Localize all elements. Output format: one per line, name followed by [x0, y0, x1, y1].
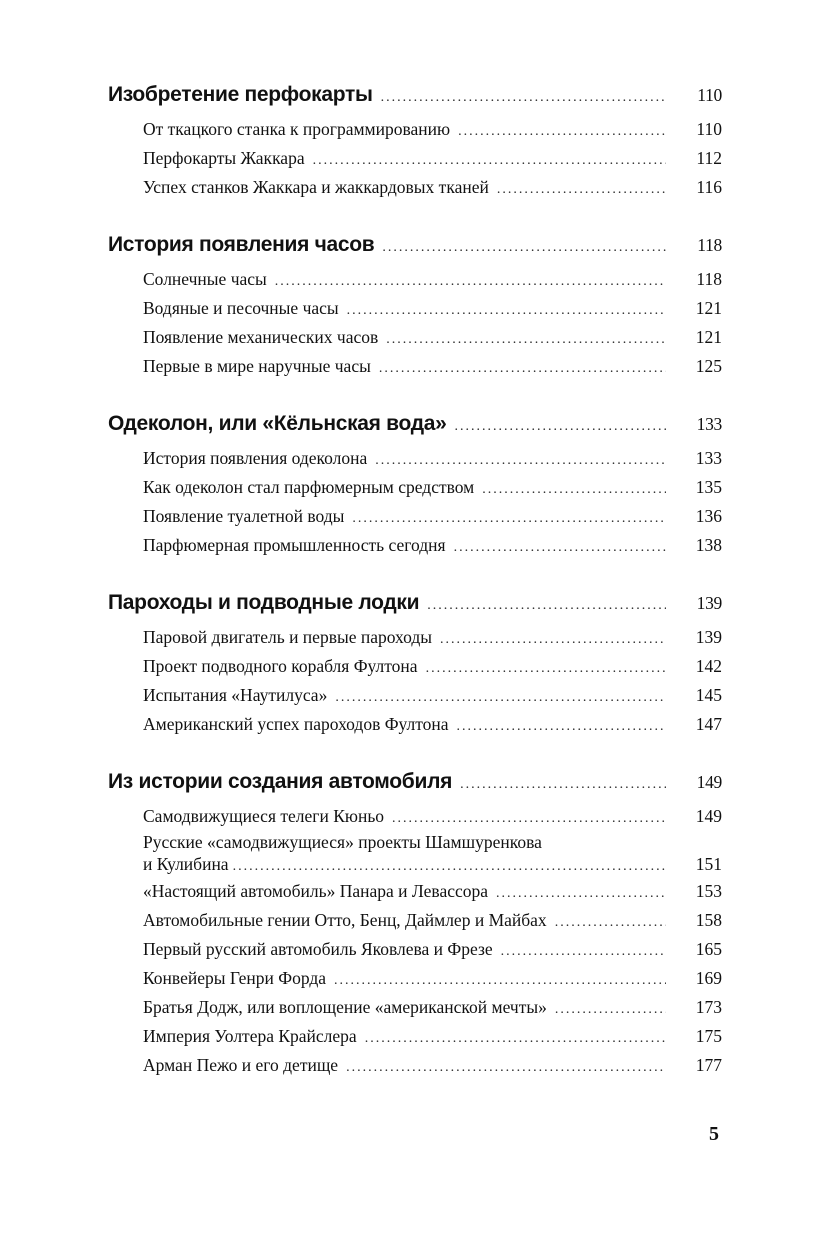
toc-section	[108, 766, 722, 1080]
toc-entry[interactable]	[108, 831, 722, 877]
toc-entry-title: Паровой двигатель и первые пароходы	[143, 627, 433, 647]
toc-entry-title: Испытания «Наутилуса»	[143, 685, 328, 705]
toc-page-ref: 173	[695, 997, 722, 1017]
toc-entry-title: Русские «самодвижущиеся» проекты Шамшуренкова	[143, 832, 542, 852]
toc-entry-title: От ткацкого станка к программированию	[143, 119, 451, 139]
toc-entry[interactable]	[108, 877, 722, 906]
toc-page-ref: 116	[696, 177, 722, 197]
toc-entry-title: История появления одеколона	[143, 448, 368, 468]
toc-page-ref: 145	[695, 685, 722, 705]
toc-entry-title: Автомобильные гении Отто, Бенц, Даймлер и Майбах	[143, 910, 547, 930]
dot-leader	[440, 625, 666, 654]
toc-entry-title: Проект подводного корабля Фултона	[143, 656, 418, 676]
toc-entry[interactable]	[108, 531, 722, 560]
toc-entry[interactable]	[108, 802, 722, 831]
toc-entry-title: Появление механических часов	[143, 327, 379, 347]
toc-heading-title: Пароходы и подводные лодки	[108, 591, 420, 614]
toc-heading-title: Одеколон, или «Кёльнская вода»	[108, 412, 447, 435]
toc-section	[108, 408, 722, 560]
dot-leader	[455, 411, 666, 443]
dot-leader	[352, 504, 666, 533]
toc-page-ref: 142	[695, 656, 722, 676]
toc-section	[108, 229, 722, 381]
toc-page-ref: 125	[695, 356, 722, 376]
toc-page-ref: 110	[696, 119, 722, 139]
dot-leader	[347, 296, 666, 325]
toc-page-ref: 153	[695, 881, 722, 901]
toc-heading-title: Изобретение перфокарты	[108, 83, 373, 106]
toc-entry[interactable]	[108, 1051, 722, 1080]
toc-entry-title: Самодвижущиеся телеги Кюньо	[143, 806, 385, 826]
dot-leader	[555, 995, 666, 1024]
dot-leader	[233, 856, 666, 878]
toc-page-ref: 121	[695, 327, 722, 347]
dot-leader	[335, 683, 666, 712]
dot-leader	[275, 267, 666, 296]
toc-entry-title: Водяные и песочные часы	[143, 298, 339, 318]
toc-entry-title: Американский успех пароходов Фултона	[143, 714, 449, 734]
toc-page-ref: 139	[695, 627, 722, 647]
toc-entry-continuation	[143, 853, 722, 877]
dot-leader	[454, 533, 666, 562]
toc-entry[interactable]	[108, 906, 722, 935]
toc-page-ref: 133	[696, 414, 722, 434]
toc-page-ref: 112	[696, 148, 722, 168]
toc-section	[108, 587, 722, 739]
toc-entry-title: Появление туалетной воды	[143, 506, 345, 526]
toc-entry[interactable]	[108, 444, 722, 473]
toc-page-ref: 121	[695, 298, 722, 318]
toc-page-ref: 135	[695, 477, 722, 497]
toc-page-ref: 151	[695, 854, 722, 874]
toc-entry-title: Солнечные часы	[143, 269, 267, 289]
toc-section-heading[interactable]	[108, 408, 722, 440]
dot-leader	[426, 654, 666, 683]
page-number: 5	[709, 1123, 719, 1145]
toc-entry[interactable]	[108, 265, 722, 294]
toc-entry[interactable]	[108, 1022, 722, 1051]
toc-page-ref: 133	[695, 448, 722, 468]
toc-entry-title: Парфюмерная промышленность сегодня	[143, 535, 446, 555]
toc-page-ref: 149	[696, 772, 722, 792]
toc-page-ref: 110	[697, 85, 722, 105]
toc-page-ref: 136	[695, 506, 722, 526]
toc-entry-title: Конвейеры Генри Форда	[143, 968, 327, 988]
toc-entry-title: Империя Уолтера Крайслера	[143, 1026, 357, 1046]
dot-leader	[313, 146, 666, 175]
toc-entry[interactable]	[108, 964, 722, 993]
dot-leader	[386, 325, 666, 354]
dot-leader	[497, 175, 666, 204]
toc-section-heading[interactable]	[108, 766, 722, 798]
toc-entry-title: Арман Пежо и его детище	[143, 1055, 339, 1075]
toc-entry-title: Успех станков Жаккара и жаккардовых тканей	[143, 177, 489, 197]
toc-entry[interactable]	[108, 710, 722, 739]
toc-entry-title-cont: и Кулибина	[143, 854, 229, 874]
toc-entry[interactable]	[108, 352, 722, 381]
toc-entry[interactable]	[108, 502, 722, 531]
toc-entry[interactable]	[108, 473, 722, 502]
dot-leader	[346, 1053, 666, 1082]
toc-section-heading[interactable]	[108, 587, 722, 619]
toc-entry-title: Первые в мире наручные часы	[143, 356, 371, 376]
toc-page-ref: 175	[695, 1026, 722, 1046]
dot-leader	[375, 446, 666, 475]
dot-leader	[458, 117, 666, 146]
toc-entry[interactable]	[108, 115, 722, 144]
dot-leader	[501, 937, 666, 966]
dot-leader	[457, 712, 666, 741]
dot-leader	[427, 590, 666, 622]
toc-heading-title: История появления часов	[108, 233, 375, 256]
toc-entry[interactable]	[108, 993, 722, 1022]
toc-entry-title: Как одеколон стал парфюмерным средством	[143, 477, 475, 497]
dot-leader	[460, 769, 666, 801]
toc-entry[interactable]	[108, 323, 722, 352]
toc-page-ref: 165	[695, 939, 722, 959]
toc-page-ref: 139	[696, 593, 722, 613]
toc-entry[interactable]	[108, 681, 722, 710]
toc-section	[108, 79, 722, 202]
dot-leader	[334, 966, 666, 995]
toc-section-heading[interactable]	[108, 229, 722, 261]
dot-leader	[379, 354, 666, 383]
toc-entry-title: Братья Додж, или воплощение «американской мечты»	[143, 997, 547, 1017]
toc-entry[interactable]	[108, 144, 722, 173]
toc-page-ref: 149	[695, 806, 722, 826]
dot-leader	[482, 475, 666, 504]
toc-entry-title: Перфокарты Жаккара	[143, 148, 305, 168]
toc-page-ref: 177	[695, 1055, 722, 1075]
dot-leader	[392, 804, 666, 833]
toc-entry[interactable]	[108, 173, 722, 202]
dot-leader	[496, 879, 666, 908]
toc-entry[interactable]	[108, 623, 722, 652]
toc-heading-title: Из истории создания автомобиля	[108, 770, 453, 793]
toc-section-heading[interactable]	[108, 79, 722, 111]
toc-entry[interactable]	[108, 294, 722, 323]
toc-entry[interactable]	[108, 935, 722, 964]
toc-entry[interactable]	[108, 652, 722, 681]
dot-leader	[365, 1024, 666, 1053]
toc-page-ref: 147	[695, 714, 722, 734]
table-of-contents	[108, 79, 722, 1107]
dot-leader	[555, 908, 666, 937]
toc-page-ref: 118	[696, 269, 722, 289]
toc-page-ref: 118	[697, 235, 722, 255]
toc-page-ref: 158	[695, 910, 722, 930]
toc-page-ref: 169	[695, 968, 722, 988]
toc-entry-title: «Настоящий автомобиль» Панара и Левассора	[143, 881, 489, 901]
toc-page-ref: 138	[695, 535, 722, 555]
dot-leader	[381, 82, 666, 114]
toc-entry-title: Первый русский автомобиль Яковлева и Фрезе	[143, 939, 493, 959]
dot-leader	[382, 232, 666, 264]
